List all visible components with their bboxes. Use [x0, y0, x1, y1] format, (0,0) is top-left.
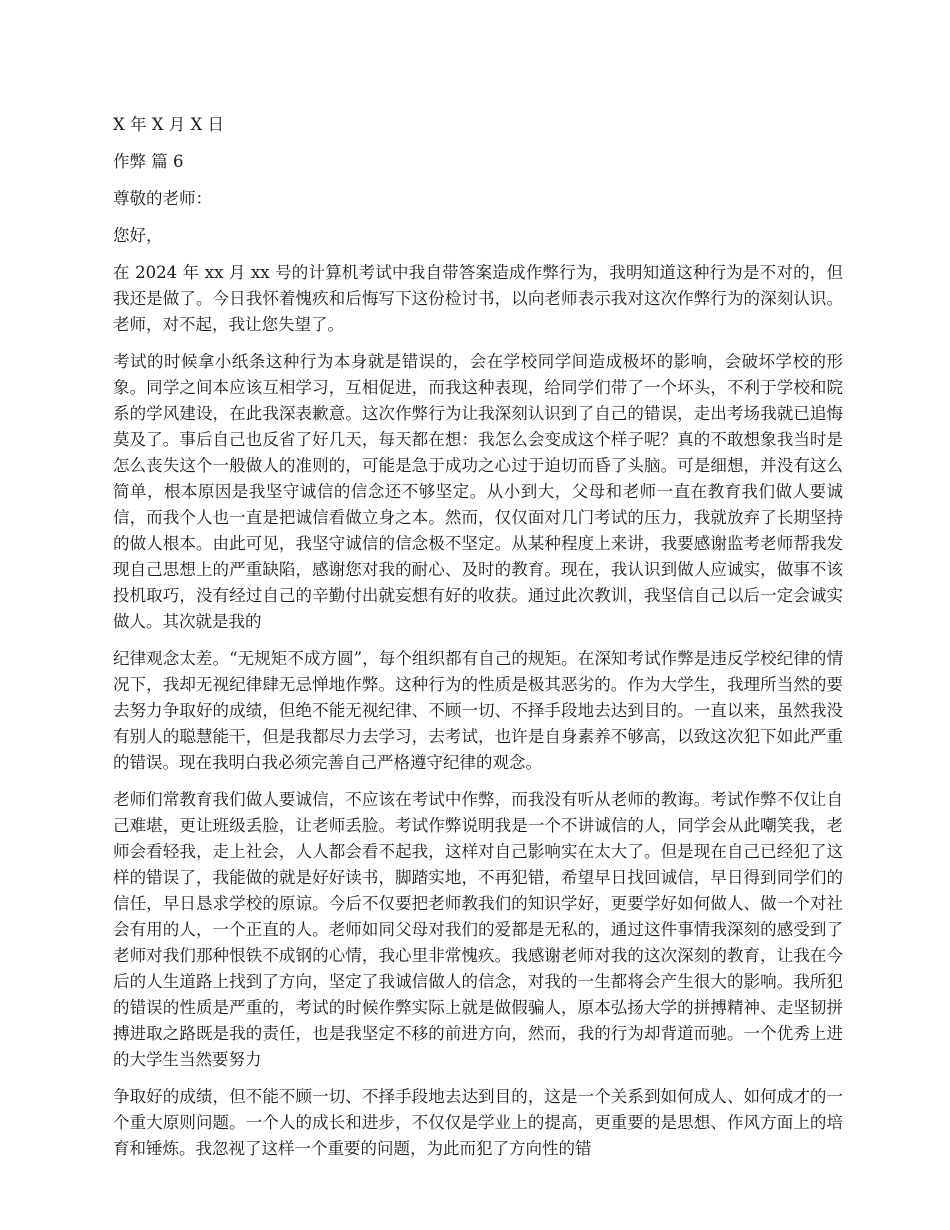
date-line: X 年 X 月 X 日 [113, 115, 224, 134]
paragraph: 老师们常教育我们做人要诚信，不应该在考试中作弊，而我没有听从老师的教诲。考试作弊不仅让自己难堪，更让班级丢脸，让老师丢脸。考试作弊说明我是一个不讲诚信的人，同学会从此嘲笑我，老师会看轻我，走上社会，人人都会看不起我，这样对自己影响实在太大了。但是现在自己已经犯了这样的错误了，我能做的就是好好读书，脚踏实地，不再犯错，希望早日找回诚信，早日得到同学们的信任，早日恳求学校的原谅。今后不仅要把老师教我们的知识学好，更要学好如何做人、做一个对社会有用的人，一个正直的人。老师如同父母对我们的爱都是无私的，通过这件事情我深刻的感受到了老师对我们那种恨铁不成钢的心情，我心里非常愧疚。我感谢老师对我的这次深刻的教育，让我在今后的人生道路上找到了方向，坚定了我诚信做人的信念，对我的一生都将会产生很大的影响。我所犯的错误的性质是严重的，考试的时候作弊实际上就是做假骗人，原本弘扬大学的拼搏精神、走坚韧拼搏进取之路既是我的责任，也是我坚定不移的前进方向，然而，我的行为却背道而驰。一个优秀上进的大学生当然要努力 [113, 790, 843, 1069]
document-page [113, 112, 843, 1173]
paragraph: 考试的时候拿小纸条这种行为本身就是错误的，会在学校同学间造成极坏的影响，会破坏学校的形象。同学之间本应该互相学习，互相促进，而我这种表现，给同学们带了一个坏头，不利于学校和院系的学风建设，在此我深表歉意。这次作弊行为让我深刻认识到了自己的错误，走出考场我就已追悔莫及了。事后自己也反省了好几天，每天都在想：我怎么会变成这个样子呢？真的不敢想象我当时是怎么丧失这个一般做人的准则的，可能是急于成功之心过于迫切而昏了头脑。可是细想，并没有这么简单，根本原因是我坚守诚信的信念还不够坚定。从小到大，父母和老师一直在教育我们做人要诚信，而我个人也一直是把诚信看做立身之本。然而，仅仅面对几门考试的压力，我就放弃了长期坚持的做人根本。由此可见，我坚守诚信的信念极不坚定。从某种程度上来讲，我要感谢监考老师帮我发现自己思想上的严重缺陷，感谢您对我的耐心、及时的教育。现在，我认识到做人应诚实，做事不该投机取巧，没有经过自己的辛勤付出就妄想有好的收获。通过此次教训，我坚信自己以后一定会诚实做人。其次就是我的 [113, 352, 843, 631]
section-title: 作弊 篇 6 [113, 152, 184, 171]
salutation: 尊敬的老师： [113, 189, 212, 208]
paragraph: 纪律观念太差。“无规矩不成方圆”，每个组织都有自己的规矩。在深知考试作弊是违反学校纪律的情况下，我却无视纪律肆无忌惮地作弊。这种行为的性质是极其恶劣的。作为大学生，我理所当然的要去努力争取好的成绩，但绝不能无视纪律、不顾一切、不择手段地去达到目的。一直以来，虽然我没有别人的聪慧能干，但是我都尽力去学习，去考试，也许是自身素养不够高，以致这次犯下如此严重的错误。现在我明白我必须完善自己严格遵守纪律的观念。 [113, 649, 843, 772]
greeting: 您好， [113, 226, 163, 245]
paragraph: 争取好的成绩，但不能不顾一切、不择手段地去达到目的，这是一个关系到如何成人、如何成才的一个重大原则问题。一个人的成长和进步，不仅仅是学业上的提高，更重要的是思想、作风方面上的培育和锤炼。我忽视了这样一个重要的问题，为此而犯了方向性的错 [113, 1087, 843, 1158]
paragraph: 在 2024 年 xx 月 xx 号的计算机考试中我自带答案造成作弊行为，我明知道这种行为是不对的，但我还是做了。今日我怀着愧疚和后悔写下这份检讨书，以向老师表示我对这次作弊行为的深刻认识。老师，对不起，我让您失望了。 [113, 263, 843, 334]
